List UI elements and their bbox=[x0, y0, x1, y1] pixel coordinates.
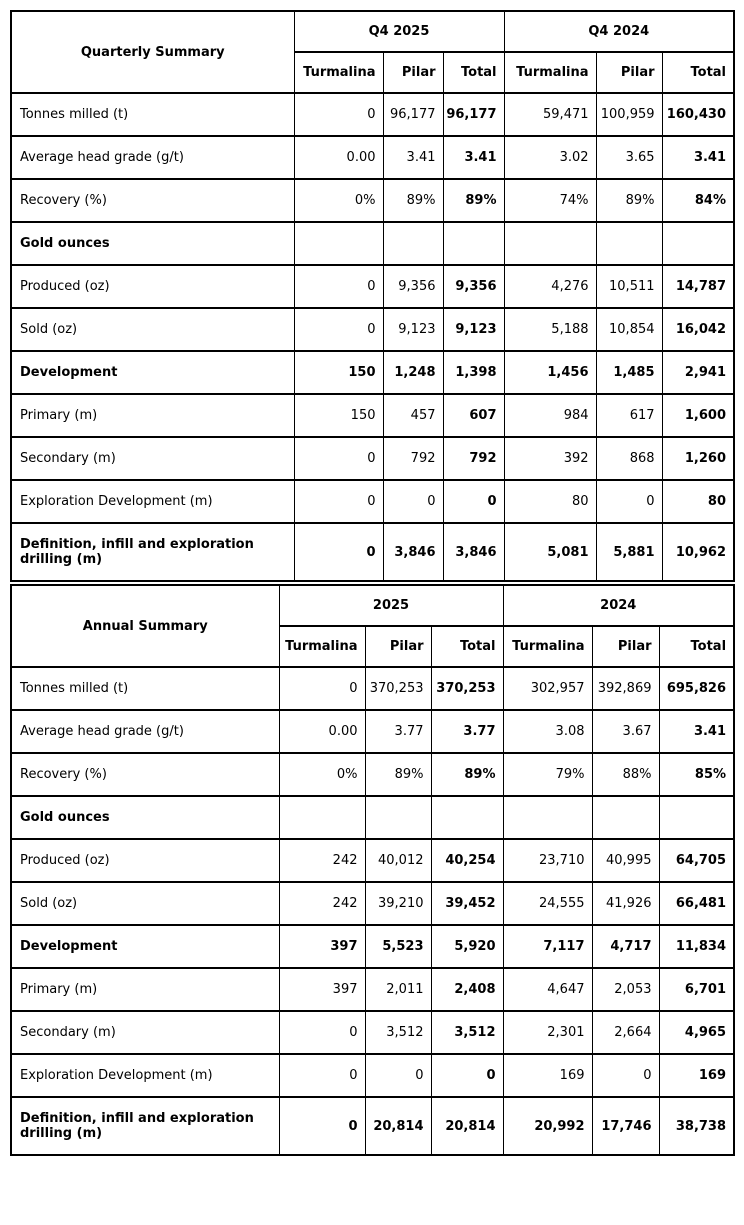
value-cell: 302,957 bbox=[503, 667, 592, 710]
table-row bbox=[11, 1054, 734, 1097]
row-label: Average head grade (g/t) bbox=[11, 136, 294, 179]
value-cell: 792 bbox=[383, 437, 443, 480]
value-cell: 392,869 bbox=[592, 667, 659, 710]
value-cell: 868 bbox=[596, 437, 662, 480]
value-cell: 0 bbox=[294, 308, 383, 351]
row-label: Definition, infill and exploration drilling (m) bbox=[11, 523, 294, 581]
table-row bbox=[11, 710, 734, 753]
value-cell: 695,826 bbox=[659, 667, 734, 710]
value-cell bbox=[504, 222, 596, 265]
value-cell: 617 bbox=[596, 394, 662, 437]
row-label: Sold (oz) bbox=[11, 882, 279, 925]
value-cell: 984 bbox=[504, 394, 596, 437]
value-cell: 14,787 bbox=[662, 265, 734, 308]
value-cell: 0 bbox=[279, 667, 365, 710]
value-cell: 607 bbox=[443, 394, 504, 437]
table-row bbox=[11, 839, 734, 882]
value-cell: 96,177 bbox=[383, 93, 443, 136]
table-row bbox=[11, 136, 734, 179]
value-cell: 96,177 bbox=[443, 93, 504, 136]
table-row bbox=[11, 394, 734, 437]
annual-summary bbox=[10, 584, 735, 1156]
value-cell: 0.00 bbox=[294, 136, 383, 179]
value-cell: 3,846 bbox=[383, 523, 443, 581]
value-cell: 39,210 bbox=[365, 882, 431, 925]
value-cell: 2,941 bbox=[662, 351, 734, 394]
value-cell: 3.77 bbox=[431, 710, 503, 753]
value-cell bbox=[294, 222, 383, 265]
row-label: Exploration Development (m) bbox=[11, 1054, 279, 1097]
value-cell: 40,012 bbox=[365, 839, 431, 882]
value-cell: 3.41 bbox=[383, 136, 443, 179]
quarterly-summary bbox=[10, 10, 735, 582]
value-cell: 0 bbox=[431, 1054, 503, 1097]
value-cell: 3,512 bbox=[431, 1011, 503, 1054]
table-row bbox=[11, 1011, 734, 1054]
row-label: Development bbox=[11, 351, 294, 394]
table-row bbox=[11, 480, 734, 523]
value-cell: 9,123 bbox=[383, 308, 443, 351]
value-cell: 5,523 bbox=[365, 925, 431, 968]
value-cell: 1,485 bbox=[596, 351, 662, 394]
value-cell: 1,398 bbox=[443, 351, 504, 394]
value-cell: 1,600 bbox=[662, 394, 734, 437]
row-label: Definition, infill and exploration drilling (m) bbox=[11, 1097, 279, 1155]
value-cell: 89% bbox=[431, 753, 503, 796]
period-header: Q4 2025 bbox=[294, 11, 504, 52]
site-header: Turmalina bbox=[294, 52, 383, 93]
value-cell: 89% bbox=[596, 179, 662, 222]
value-cell: 169 bbox=[659, 1054, 734, 1097]
row-label: Primary (m) bbox=[11, 394, 294, 437]
period-header: 2024 bbox=[503, 585, 734, 626]
table-row bbox=[11, 968, 734, 1011]
value-cell: 5,081 bbox=[504, 523, 596, 581]
value-cell: 1,456 bbox=[504, 351, 596, 394]
value-cell: 9,356 bbox=[383, 265, 443, 308]
row-label: Gold ounces bbox=[11, 796, 279, 839]
value-cell: 64,705 bbox=[659, 839, 734, 882]
row-label: Recovery (%) bbox=[11, 753, 279, 796]
quarterly-summary-table bbox=[10, 10, 734, 582]
table-row bbox=[11, 925, 734, 968]
table-row bbox=[11, 265, 734, 308]
value-cell: 80 bbox=[504, 480, 596, 523]
table-row bbox=[11, 1097, 734, 1155]
value-cell bbox=[383, 222, 443, 265]
value-cell: 85% bbox=[659, 753, 734, 796]
value-cell: 370,253 bbox=[431, 667, 503, 710]
table-row bbox=[11, 523, 734, 581]
value-cell: 2,301 bbox=[503, 1011, 592, 1054]
row-label: Primary (m) bbox=[11, 968, 279, 1011]
value-cell: 0 bbox=[294, 93, 383, 136]
value-cell: 1,260 bbox=[662, 437, 734, 480]
value-cell: 0 bbox=[294, 523, 383, 581]
value-cell: 2,664 bbox=[592, 1011, 659, 1054]
value-cell: 41,926 bbox=[592, 882, 659, 925]
value-cell: 9,356 bbox=[443, 265, 504, 308]
row-label: Secondary (m) bbox=[11, 437, 294, 480]
value-cell: 20,814 bbox=[431, 1097, 503, 1155]
value-cell: 397 bbox=[279, 968, 365, 1011]
site-header: Turmalina bbox=[503, 626, 592, 667]
row-label: Sold (oz) bbox=[11, 308, 294, 351]
value-cell: 10,854 bbox=[596, 308, 662, 351]
value-cell: 100,959 bbox=[596, 93, 662, 136]
site-header: Total bbox=[443, 52, 504, 93]
period-header: Q4 2024 bbox=[504, 11, 734, 52]
value-cell: 150 bbox=[294, 394, 383, 437]
site-header: Pilar bbox=[383, 52, 443, 93]
value-cell: 0 bbox=[294, 480, 383, 523]
value-cell: 59,471 bbox=[504, 93, 596, 136]
value-cell bbox=[443, 222, 504, 265]
value-cell: 3.65 bbox=[596, 136, 662, 179]
site-header: Pilar bbox=[596, 52, 662, 93]
row-label: Produced (oz) bbox=[11, 265, 294, 308]
value-cell: 0 bbox=[365, 1054, 431, 1097]
value-cell: 370,253 bbox=[365, 667, 431, 710]
value-cell: 20,992 bbox=[503, 1097, 592, 1155]
site-header: Turmalina bbox=[504, 52, 596, 93]
value-cell: 3,846 bbox=[443, 523, 504, 581]
value-cell bbox=[659, 796, 734, 839]
row-label: Tonnes milled (t) bbox=[11, 93, 294, 136]
value-cell: 10,962 bbox=[662, 523, 734, 581]
row-label: Tonnes milled (t) bbox=[11, 667, 279, 710]
site-header: Total bbox=[662, 52, 734, 93]
value-cell: 150 bbox=[294, 351, 383, 394]
value-cell: 6,701 bbox=[659, 968, 734, 1011]
value-cell: 5,920 bbox=[431, 925, 503, 968]
value-cell: 40,254 bbox=[431, 839, 503, 882]
value-cell: 0 bbox=[443, 480, 504, 523]
row-label: Development bbox=[11, 925, 279, 968]
value-cell: 88% bbox=[592, 753, 659, 796]
value-cell: 74% bbox=[504, 179, 596, 222]
value-cell: 7,117 bbox=[503, 925, 592, 968]
value-cell: 0% bbox=[279, 753, 365, 796]
row-label: Recovery (%) bbox=[11, 179, 294, 222]
value-cell: 0 bbox=[294, 265, 383, 308]
value-cell: 5,188 bbox=[504, 308, 596, 351]
value-cell: 392 bbox=[504, 437, 596, 480]
row-label: Produced (oz) bbox=[11, 839, 279, 882]
table-row bbox=[11, 222, 734, 265]
value-cell: 5,881 bbox=[596, 523, 662, 581]
value-cell: 397 bbox=[279, 925, 365, 968]
site-header: Total bbox=[659, 626, 734, 667]
value-cell: 23,710 bbox=[503, 839, 592, 882]
value-cell: 2,408 bbox=[431, 968, 503, 1011]
value-cell bbox=[662, 222, 734, 265]
table-row bbox=[11, 882, 734, 925]
value-cell: 11,834 bbox=[659, 925, 734, 968]
value-cell: 89% bbox=[383, 179, 443, 222]
value-cell: 38,738 bbox=[659, 1097, 734, 1155]
value-cell: 4,965 bbox=[659, 1011, 734, 1054]
value-cell: 1,248 bbox=[383, 351, 443, 394]
value-cell: 3.67 bbox=[592, 710, 659, 753]
value-cell bbox=[279, 796, 365, 839]
value-cell: 0 bbox=[279, 1011, 365, 1054]
value-cell: 792 bbox=[443, 437, 504, 480]
value-cell: 3,512 bbox=[365, 1011, 431, 1054]
production-summary-report bbox=[10, 10, 734, 1156]
value-cell: 9,123 bbox=[443, 308, 504, 351]
table-row bbox=[11, 308, 734, 351]
table-row bbox=[11, 351, 734, 394]
annual-summary-table bbox=[10, 584, 734, 1156]
table-row bbox=[11, 437, 734, 480]
value-cell bbox=[596, 222, 662, 265]
value-cell: 3.41 bbox=[659, 710, 734, 753]
value-cell: 0 bbox=[294, 437, 383, 480]
annual-summary-title: Annual Summary bbox=[11, 585, 279, 667]
value-cell: 20,814 bbox=[365, 1097, 431, 1155]
value-cell: 0% bbox=[294, 179, 383, 222]
site-header: Pilar bbox=[592, 626, 659, 667]
table-row bbox=[11, 753, 734, 796]
value-cell: 0 bbox=[592, 1054, 659, 1097]
value-cell: 0 bbox=[279, 1054, 365, 1097]
site-header: Turmalina bbox=[279, 626, 365, 667]
value-cell: 79% bbox=[503, 753, 592, 796]
value-cell bbox=[431, 796, 503, 839]
value-cell bbox=[503, 796, 592, 839]
value-cell: 10,511 bbox=[596, 265, 662, 308]
value-cell: 24,555 bbox=[503, 882, 592, 925]
row-label: Gold ounces bbox=[11, 222, 294, 265]
period-header: 2025 bbox=[279, 585, 503, 626]
value-cell: 39,452 bbox=[431, 882, 503, 925]
value-cell: 89% bbox=[443, 179, 504, 222]
value-cell: 4,647 bbox=[503, 968, 592, 1011]
value-cell: 457 bbox=[383, 394, 443, 437]
value-cell: 0.00 bbox=[279, 710, 365, 753]
value-cell: 16,042 bbox=[662, 308, 734, 351]
site-header: Pilar bbox=[365, 626, 431, 667]
value-cell: 2,011 bbox=[365, 968, 431, 1011]
value-cell: 160,430 bbox=[662, 93, 734, 136]
row-label: Secondary (m) bbox=[11, 1011, 279, 1054]
value-cell: 3.08 bbox=[503, 710, 592, 753]
value-cell: 80 bbox=[662, 480, 734, 523]
value-cell: 84% bbox=[662, 179, 734, 222]
value-cell bbox=[592, 796, 659, 839]
value-cell: 0 bbox=[383, 480, 443, 523]
table-row bbox=[11, 179, 734, 222]
value-cell: 3.41 bbox=[443, 136, 504, 179]
table-row bbox=[11, 796, 734, 839]
value-cell: 4,717 bbox=[592, 925, 659, 968]
value-cell: 0 bbox=[279, 1097, 365, 1155]
row-label: Average head grade (g/t) bbox=[11, 710, 279, 753]
value-cell: 3.77 bbox=[365, 710, 431, 753]
value-cell: 242 bbox=[279, 839, 365, 882]
value-cell: 169 bbox=[503, 1054, 592, 1097]
value-cell: 66,481 bbox=[659, 882, 734, 925]
table-row bbox=[11, 93, 734, 136]
value-cell: 0 bbox=[596, 480, 662, 523]
value-cell: 17,746 bbox=[592, 1097, 659, 1155]
value-cell: 89% bbox=[365, 753, 431, 796]
quarterly-summary-title: Quarterly Summary bbox=[11, 11, 294, 93]
value-cell: 4,276 bbox=[504, 265, 596, 308]
site-header: Total bbox=[431, 626, 503, 667]
value-cell: 2,053 bbox=[592, 968, 659, 1011]
value-cell: 3.41 bbox=[662, 136, 734, 179]
value-cell: 242 bbox=[279, 882, 365, 925]
row-label: Exploration Development (m) bbox=[11, 480, 294, 523]
value-cell: 40,995 bbox=[592, 839, 659, 882]
value-cell: 3.02 bbox=[504, 136, 596, 179]
value-cell bbox=[365, 796, 431, 839]
table-row bbox=[11, 667, 734, 710]
